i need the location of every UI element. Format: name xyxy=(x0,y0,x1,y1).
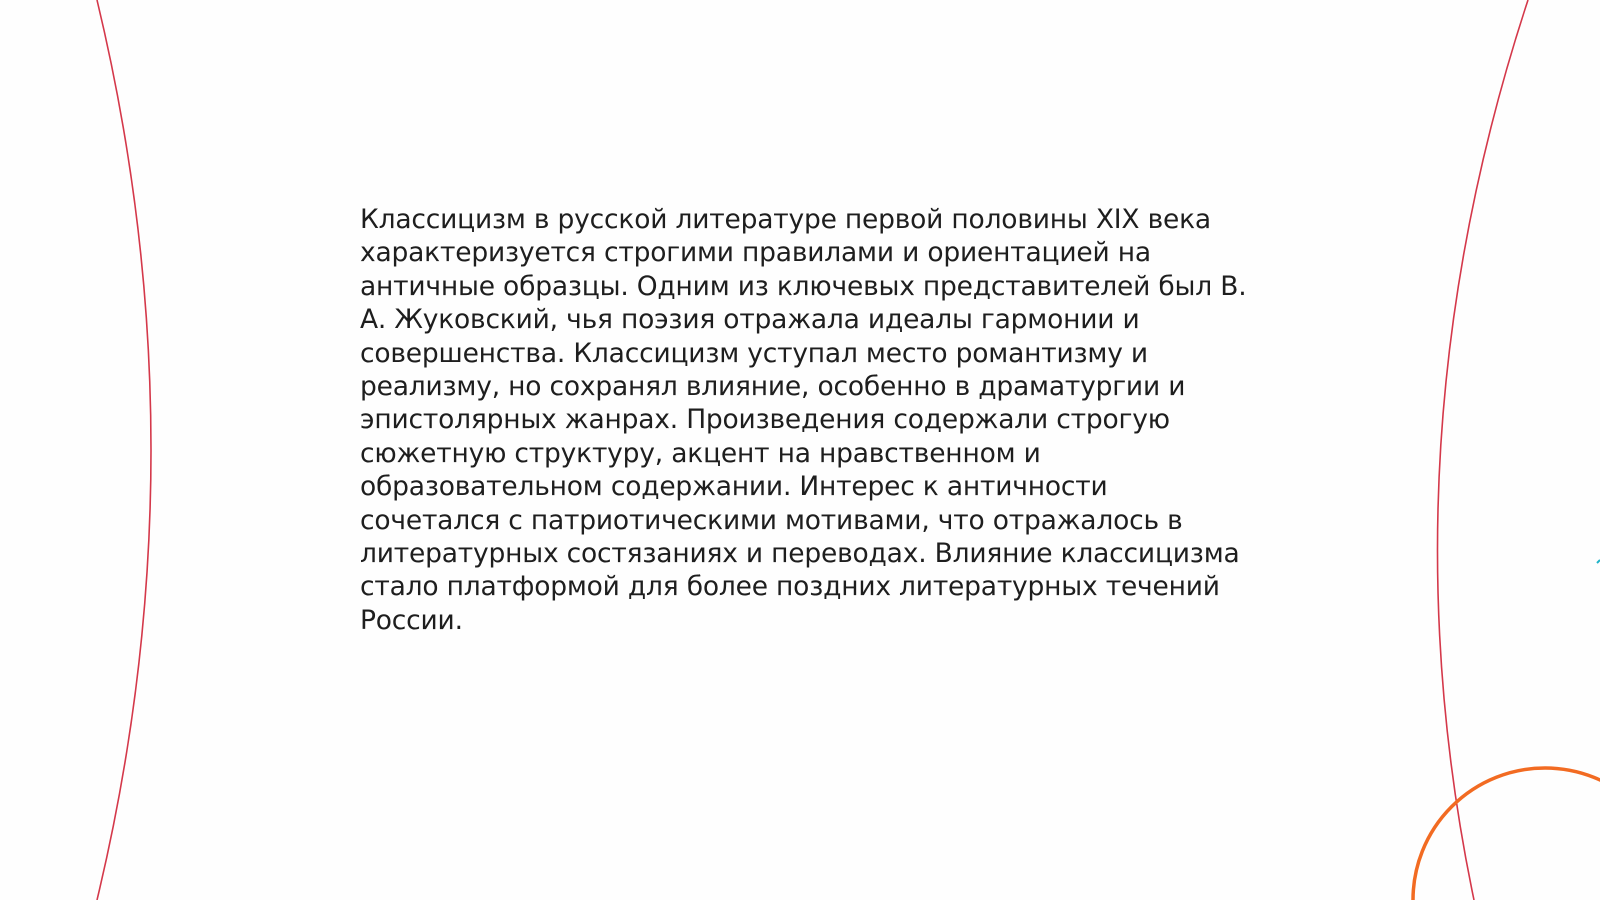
right-curve-line xyxy=(1437,0,1528,900)
body-paragraph: Классицизм в русской литературе первой половины XIX века характеризуется строгими правилами и ориентацией на античные образцы. Одним из ключевых представителей был В. А. Жуковский, чья поэзия отражала идеалы гармонии и совершенства. Классицизм уступал место романтизму и реализму, но сохранял влияние, особенно в драматургии и эпистолярных жанрах. Произведения содержали строгую сюжетную структуру, акцент на нравственном и образовательном содержании. Интерес к античности сочетался с патриотическими мотивами, что отражалось в литературных состязаниях и переводах. Влияние классицизма стало платформой для более поздних литературных течений России. xyxy=(360,204,1247,636)
left-curve-line xyxy=(97,0,151,900)
orange-circle-arc xyxy=(1413,768,1600,900)
